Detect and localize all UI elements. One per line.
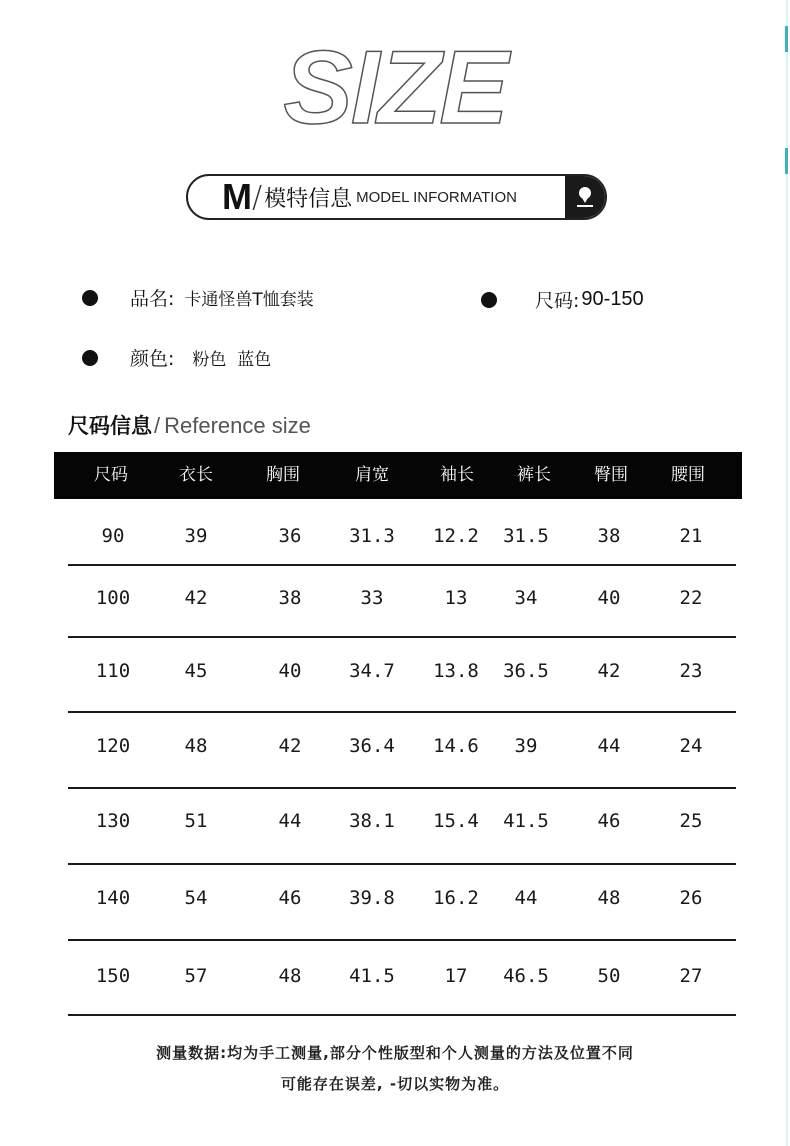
header-cell-pants-length: 裤长	[517, 465, 551, 485]
table-cell: 42	[597, 660, 621, 682]
product-name-row	[82, 284, 314, 311]
header-cell-size: 尺码	[94, 465, 128, 485]
edge-decoration-tick	[785, 148, 788, 174]
table-row-divider	[68, 787, 736, 789]
table-row-divider	[68, 711, 736, 713]
table-cell: 120	[95, 735, 131, 757]
table-cell: 36	[278, 525, 302, 547]
header-cell-chest: 胸围	[266, 465, 300, 485]
bullet-dot-icon	[82, 290, 98, 306]
table-cell: 31.3	[349, 525, 395, 547]
table-cell: 23	[679, 660, 703, 682]
header-cell-shoulder: 肩宽	[355, 465, 389, 485]
table-row-divider	[68, 939, 736, 941]
model-badge-label-cn: 模特信息	[264, 186, 353, 212]
table-cell: 14.6	[433, 735, 479, 757]
table-cell: 31.5	[503, 525, 549, 547]
table-cell: 41.5	[503, 810, 549, 832]
header-cell-waist: 腰围	[671, 465, 705, 485]
table-cell: 48	[597, 887, 621, 909]
size-section-title-en: Reference size	[164, 413, 311, 438]
table-cell: 45	[184, 660, 208, 682]
header-cell-length: 衣长	[179, 465, 213, 485]
table-cell: 48	[278, 965, 302, 987]
header-cell-sleeve: 袖长	[440, 465, 474, 485]
table-cell: 36.4	[349, 735, 395, 757]
page-title: SIZE	[283, 30, 507, 146]
product-size-value: 90-150	[581, 288, 644, 310]
table-cell: 51	[184, 810, 208, 832]
size-table-header	[54, 452, 742, 499]
table-cell: 44	[278, 810, 302, 832]
header-cell-hip: 臀围	[594, 465, 628, 485]
table-cell: 40	[597, 587, 621, 609]
table-cell: 39	[184, 525, 208, 547]
footnote-line-1: 测量数据:均为手工测量,部分个性版型和个人测量的方法及位置不同	[156, 1044, 634, 1062]
product-color-row	[82, 344, 271, 371]
size-section-title	[68, 410, 311, 440]
table-cell: 90	[101, 525, 125, 547]
table-cell: 57	[184, 965, 208, 987]
size-section-title-cn: 尺码信息	[68, 414, 152, 438]
product-color-value: 粉色 蓝色	[192, 350, 272, 370]
table-row-divider	[68, 636, 736, 638]
table-cell: 36.5	[503, 660, 549, 682]
bullet-dot-icon	[481, 292, 497, 308]
table-cell: 17	[444, 965, 468, 987]
table-cell: 110	[95, 660, 131, 682]
model-badge-letter: M	[222, 176, 252, 217]
table-cell: 150	[95, 965, 131, 987]
table-cell: 39	[514, 735, 538, 757]
table-cell: 25	[679, 810, 703, 832]
table-cell: 26	[679, 887, 703, 909]
table-cell: 16.2	[433, 887, 479, 909]
table-cell: 44	[514, 887, 538, 909]
model-info-badge	[186, 174, 607, 220]
product-name-label: 品名:	[130, 288, 175, 310]
table-cell: 15.4	[433, 810, 479, 832]
table-cell: 46	[278, 887, 302, 909]
model-badge-label-en: MODEL INFORMATION	[356, 188, 517, 206]
location-pin-icon	[565, 176, 605, 218]
product-size-label: 尺码:	[535, 290, 580, 312]
table-cell: 40	[278, 660, 302, 682]
model-badge-slash: /	[252, 179, 263, 215]
table-row-divider	[68, 863, 736, 865]
table-cell: 27	[679, 965, 703, 987]
table-cell: 38.1	[349, 810, 395, 832]
table-cell: 39.8	[349, 887, 395, 909]
footnote-line-2: 可能存在误差, -切以实物为准。	[280, 1075, 510, 1093]
size-section-slash: /	[154, 413, 161, 438]
table-cell: 22	[679, 587, 703, 609]
table-cell: 54	[184, 887, 208, 909]
product-color-label: 颜色:	[130, 348, 175, 370]
table-cell: 42	[278, 735, 302, 757]
table-cell: 24	[679, 735, 703, 757]
table-cell: 38	[597, 525, 621, 547]
table-cell: 13.8	[433, 660, 479, 682]
table-cell: 41.5	[349, 965, 395, 987]
table-cell: 100	[95, 587, 131, 609]
table-cell: 21	[679, 525, 703, 547]
table-cell: 130	[95, 810, 131, 832]
table-cell: 46	[597, 810, 621, 832]
table-cell: 48	[184, 735, 208, 757]
table-cell: 50	[597, 965, 621, 987]
table-cell: 46.5	[503, 965, 549, 987]
table-cell: 38	[278, 587, 302, 609]
table-cell: 34.7	[349, 660, 395, 682]
table-row-divider	[68, 564, 736, 566]
table-row-divider	[68, 1014, 736, 1016]
table-cell: 33	[360, 587, 384, 609]
table-cell: 13	[444, 587, 468, 609]
table-cell: 12.2	[433, 525, 479, 547]
table-cell: 140	[95, 887, 131, 909]
bullet-dot-icon	[82, 350, 98, 366]
table-cell: 34	[514, 587, 538, 609]
product-name-value: 卡通怪兽T恤套装	[184, 290, 314, 310]
table-cell: 42	[184, 587, 208, 609]
table-cell: 44	[597, 735, 621, 757]
product-size-row	[481, 286, 644, 313]
